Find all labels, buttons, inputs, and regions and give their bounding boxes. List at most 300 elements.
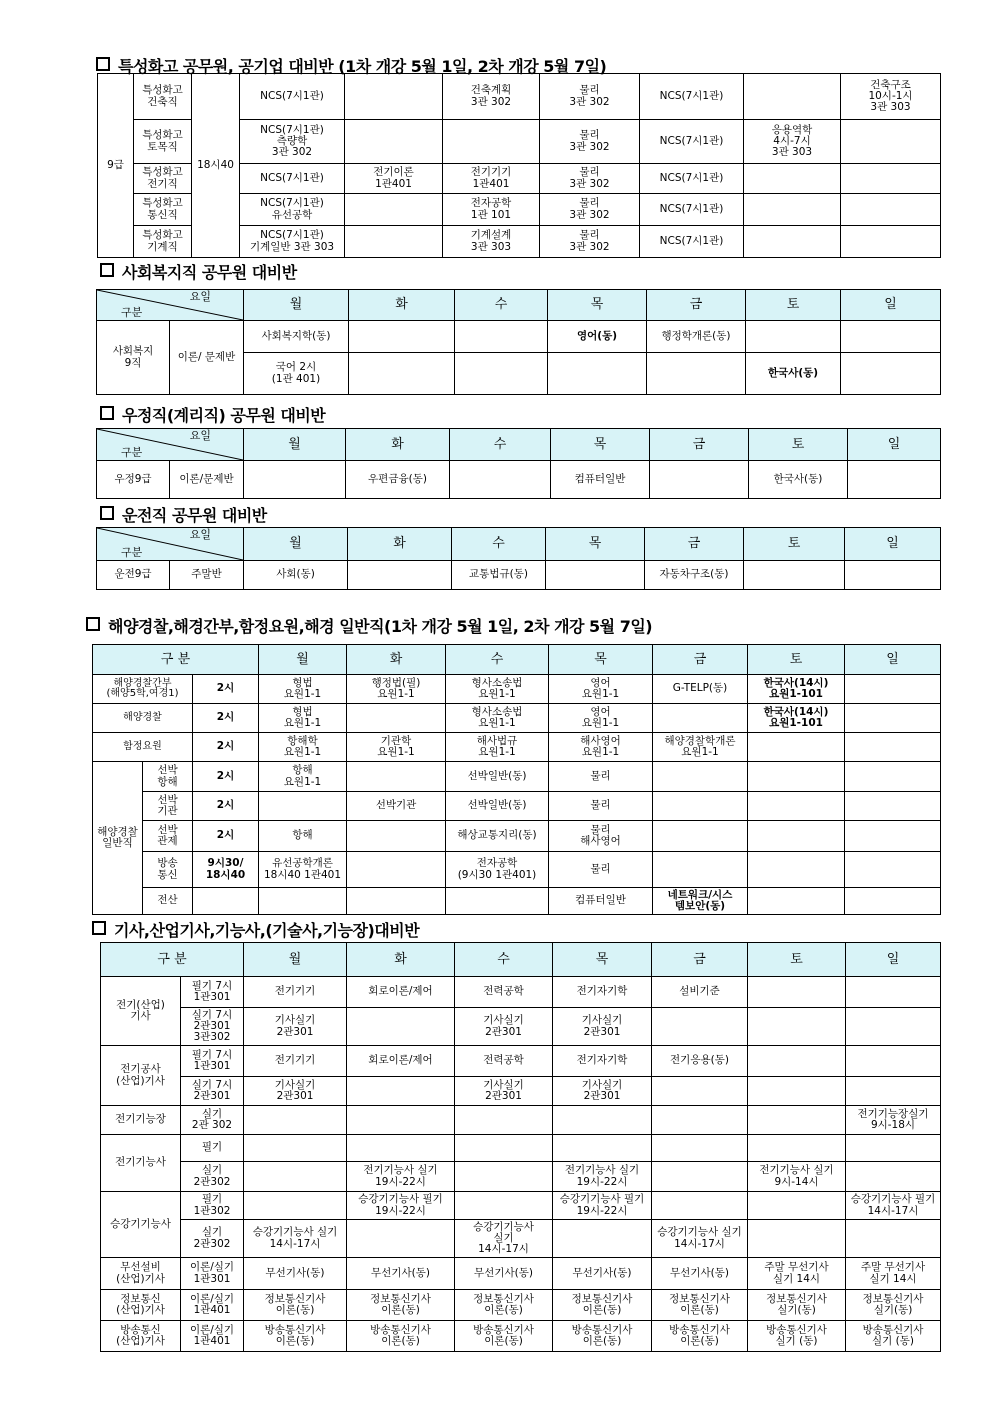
schedule-cell	[746, 321, 841, 353]
day-header: 일	[845, 528, 941, 561]
day-header: 목	[553, 943, 652, 977]
schedule-cell	[652, 1162, 748, 1192]
track-label: 전산	[143, 888, 193, 915]
group-cell: 해양경찰 일반직	[93, 762, 143, 915]
schedule-cell: 물리 3관 302	[540, 226, 640, 258]
schedule-cell: G-TELP(동)	[653, 675, 748, 704]
schedule-cell	[845, 733, 941, 762]
schedule-cell: 네트워크/시스 템보안(동)	[653, 888, 748, 915]
day-header: 일	[848, 429, 941, 461]
schedule-cell: 주말 무선기사 실기 14시	[748, 1258, 846, 1290]
schedule-cell: 교통법규(동)	[452, 561, 546, 590]
schedule-cell	[347, 821, 446, 852]
technician-table	[100, 942, 941, 1352]
schedule-cell	[553, 1106, 652, 1135]
schedule-cell: 항해학 요원1-1	[259, 733, 347, 762]
schedule-cell: 형사소송법 요원1-1	[446, 675, 549, 704]
schedule-cell	[845, 762, 941, 792]
day-header: 수	[446, 645, 549, 675]
checkbox-square-icon	[96, 57, 110, 71]
schedule-cell: NCS(7시1관) 측량학 3관 302	[240, 120, 345, 164]
schedule-cell	[653, 852, 748, 888]
sub-label: 필기 1관302	[181, 1192, 244, 1220]
schedule-cell: 국어 2시 (1관 401)	[244, 353, 349, 395]
time-cell: 9시30/ 18시40	[193, 852, 259, 888]
schedule-cell: 기사실기 2관301	[553, 1008, 652, 1046]
track-label: 전기(산업) 기사	[101, 977, 181, 1046]
sub-label: 필기	[181, 1135, 244, 1162]
schedule-cell: 항해	[259, 821, 347, 852]
schedule-cell	[841, 321, 941, 353]
schedule-cell	[259, 888, 347, 915]
schedule-cell	[345, 120, 443, 164]
schedule-cell	[347, 888, 446, 915]
day-header: 토	[746, 290, 841, 321]
schedule-cell: 정보통신기사 이론(동)	[652, 1290, 748, 1321]
schedule-cell: 형법 요원1-1	[259, 704, 347, 733]
day-header: 화	[349, 290, 455, 321]
schedule-cell	[347, 1077, 455, 1106]
table-corner-header: 요일 구분	[97, 429, 244, 461]
schedule-cell	[841, 226, 941, 258]
schedule-cell	[846, 977, 941, 1008]
schedule-cell	[455, 321, 548, 353]
day-header: 화	[348, 528, 452, 561]
schedule-cell: 우편금융(동)	[346, 461, 450, 499]
type-cell: 이론/ 문제반	[170, 321, 244, 395]
schedule-cell	[553, 1135, 652, 1162]
table-corner-header: 요일 구분	[97, 528, 244, 561]
schedule-cell: 기사실기 2관301	[244, 1008, 347, 1046]
schedule-cell: NCS(7시1관)	[640, 194, 744, 226]
day-header: 금	[652, 943, 748, 977]
schedule-cell	[244, 1162, 347, 1192]
sub-label: 필기 7시 1관301	[181, 977, 244, 1008]
day-header: 토	[744, 528, 845, 561]
schedule-cell	[748, 1192, 846, 1220]
schedule-cell	[748, 821, 845, 852]
schedule-cell	[841, 120, 941, 164]
schedule-cell: 컴퓨터일반	[551, 461, 650, 499]
time-cell: 2시	[193, 733, 259, 762]
schedule-cell	[845, 675, 941, 704]
schedule-cell	[244, 1135, 347, 1162]
track-label: 선박 기관	[143, 792, 193, 821]
track-label: 함정요원	[93, 733, 193, 762]
schedule-cell: 전기기기	[244, 1046, 347, 1077]
schedule-cell: 승강기기능사 실기 14시-17시	[244, 1220, 347, 1258]
checkbox-square-icon	[100, 406, 114, 420]
schedule-cell: 전자공학 1관 101	[443, 194, 540, 226]
schedule-cell: 응용역학 4시-7시 3관 303	[744, 120, 841, 164]
track-label: 특성화고 토목직	[134, 120, 192, 164]
schedule-cell: 전기기능사 실기 19시-22시	[347, 1162, 455, 1192]
schedule-cell: 물리 해사영어	[549, 821, 653, 852]
section-title-social-welfare: 사회복지직 공무원 대비반	[100, 260, 297, 283]
track-label: 무선설비 (산업)기사	[101, 1258, 181, 1290]
time-cell: 18시40	[192, 74, 240, 258]
schedule-cell: 기사실기 2관301	[553, 1077, 652, 1106]
schedule-cell: 회로이론/제어	[347, 977, 455, 1008]
driver-table	[96, 527, 941, 590]
sub-label: 실기 2관 302	[181, 1106, 244, 1135]
schedule-cell: 영어 요원1-1	[549, 675, 653, 704]
schedule-cell: 영어(동)	[548, 321, 647, 353]
schedule-cell	[841, 194, 941, 226]
sub-label: 이론/실기 1관401	[181, 1290, 244, 1321]
schedule-cell: 정보통신기사 이론(동)	[347, 1290, 455, 1321]
schedule-cell: 승강기기능사 실기 14시-17시	[652, 1220, 748, 1258]
schedule-cell	[652, 1135, 748, 1162]
schedule-cell: 무선기사(동)	[652, 1258, 748, 1290]
schedule-cell	[455, 1162, 553, 1192]
schedule-cell	[845, 792, 941, 821]
schedule-cell: 컴퓨터일반	[549, 888, 653, 915]
schedule-cell	[347, 1220, 455, 1258]
day-header: 월	[244, 290, 349, 321]
schedule-cell	[848, 461, 941, 499]
category-cell: 운전9급	[97, 561, 170, 590]
schedule-cell	[653, 762, 748, 792]
day-header: 수	[450, 429, 551, 461]
track-label: 해양경찰간부 (해양5학,여경1)	[93, 675, 193, 704]
time-cell	[193, 888, 259, 915]
time-cell: 2시	[193, 762, 259, 792]
schedule-cell: 유선공학개론 18시40 1관401	[259, 852, 347, 888]
schedule-cell: 해사법규 요원1-1	[446, 733, 549, 762]
schedule-cell	[349, 321, 455, 353]
schedule-cell	[748, 1220, 846, 1258]
grade-cell: 9급	[98, 74, 134, 258]
schedule-cell: 전기기능사 실기 19시-22시	[553, 1162, 652, 1192]
time-cell: 2시	[193, 675, 259, 704]
schedule-cell: NCS(7시1관) 기계일반 3관 303	[240, 226, 345, 258]
schedule-cell: 전력공학	[455, 977, 553, 1008]
day-header: 토	[748, 645, 845, 675]
schedule-cell	[553, 1220, 652, 1258]
schedule-cell: 전기응용(동)	[652, 1046, 748, 1077]
social-welfare-table	[96, 289, 941, 395]
schedule-cell	[443, 120, 540, 164]
schedule-cell	[244, 1192, 347, 1220]
schedule-cell	[244, 461, 346, 499]
track-label: 특성화고 기계직	[134, 226, 192, 258]
schedule-cell: 선박일반(동)	[446, 792, 549, 821]
schedule-cell: NCS(7시1관)	[640, 74, 744, 120]
day-header: 월	[244, 429, 346, 461]
section-title-coast-guard: 해양경찰,해경간부,함정요원,해경 일반직(1차 개강 5월 1일, 2차 개강 5월 7일)	[86, 614, 652, 637]
day-header: 목	[548, 290, 647, 321]
schedule-cell: 해사영어 요원1-1	[549, 733, 653, 762]
schedule-cell	[348, 561, 452, 590]
schedule-cell: NCS(7시1관) 유선공학	[240, 194, 345, 226]
schedule-cell: 물리 3관 302	[540, 74, 640, 120]
schedule-cell: 방송통신기사 이론(동)	[347, 1321, 455, 1352]
sub-label: 실기 2관302	[181, 1162, 244, 1192]
schedule-cell	[846, 1008, 941, 1046]
time-cell: 2시	[193, 792, 259, 821]
schedule-cell: 정보통신기사 이론(동)	[244, 1290, 347, 1321]
schedule-cell	[653, 704, 748, 733]
sub-label: 필기 7시 1관301	[181, 1046, 244, 1077]
category-cell: 사회복지 9직	[97, 321, 170, 395]
schedule-cell	[748, 888, 845, 915]
schedule-cell	[347, 762, 446, 792]
schedule-cell	[744, 194, 841, 226]
track-label: 특성화고 전기직	[134, 164, 192, 194]
day-header: 일	[845, 645, 941, 675]
type-cell: 주말반	[170, 561, 244, 590]
schedule-cell: 기사실기 2관301	[244, 1077, 347, 1106]
schedule-cell	[650, 461, 749, 499]
day-header: 금	[653, 645, 748, 675]
schedule-cell: 무선기사(동)	[244, 1258, 347, 1290]
schedule-cell: 무선기사(동)	[347, 1258, 455, 1290]
track-label: 방송통신 (산업)기사	[101, 1321, 181, 1352]
schedule-cell: 무선기사(동)	[455, 1258, 553, 1290]
schedule-cell	[744, 226, 841, 258]
schedule-cell: 기사실기 2관301	[455, 1008, 553, 1046]
schedule-cell	[748, 1008, 846, 1046]
schedule-cell	[748, 1077, 846, 1106]
day-header: 수	[455, 943, 553, 977]
schedule-cell	[846, 1077, 941, 1106]
schedule-cell	[744, 561, 845, 590]
schedule-cell	[349, 353, 455, 395]
schedule-cell: 물리 3관 302	[540, 120, 640, 164]
section-title-special-hs: 특성화고 공무원, 공기업 대비반 (1차 개강 5월 1일, 2차 개강 5월 7일)	[96, 54, 606, 77]
schedule-cell: 전자공학 (9시30 1관401)	[446, 852, 549, 888]
schedule-cell	[845, 888, 941, 915]
track-label: 선박 관제	[143, 821, 193, 852]
time-cell: 2시	[193, 821, 259, 852]
schedule-cell: 전기기기 1관401	[443, 164, 540, 194]
schedule-cell	[259, 792, 347, 821]
schedule-cell: 건축계획 3관 302	[443, 74, 540, 120]
day-header: 일	[841, 290, 941, 321]
schedule-cell	[748, 852, 845, 888]
schedule-cell: 전기기능사 실기 9시-14시	[748, 1162, 846, 1192]
schedule-cell: 물리 3관 302	[540, 164, 640, 194]
schedule-cell: 해양경찰학개론 요원1-1	[653, 733, 748, 762]
schedule-cell	[345, 226, 443, 258]
schedule-cell: 사회(동)	[244, 561, 348, 590]
schedule-cell	[846, 1046, 941, 1077]
schedule-cell	[748, 733, 845, 762]
schedule-cell: 정보통신기사 이론(동)	[455, 1290, 553, 1321]
day-header: 목	[549, 645, 653, 675]
schedule-cell: 방송통신기사 이론(동)	[244, 1321, 347, 1352]
schedule-cell: 선박기관	[347, 792, 446, 821]
schedule-cell	[244, 1106, 347, 1135]
schedule-cell: 방송통신기사 이론(동)	[553, 1321, 652, 1352]
schedule-cell: 한국사(14시) 요원1-101	[748, 675, 845, 704]
schedule-cell: 물리	[549, 762, 653, 792]
schedule-cell: 전기기능장실기 9시-18시	[846, 1106, 941, 1135]
schedule-cell: 주말 무선기사 실기 14시	[846, 1258, 941, 1290]
schedule-cell	[345, 74, 443, 120]
schedule-cell: 전력공학	[455, 1046, 553, 1077]
schedule-cell: 기사실기 2관301	[455, 1077, 553, 1106]
schedule-cell: 선박일반(동)	[446, 762, 549, 792]
day-header: 수	[455, 290, 548, 321]
schedule-cell	[455, 1106, 553, 1135]
schedule-cell: 항해 요원1-1	[259, 762, 347, 792]
schedule-cell: 방송통신기사 실기 (동)	[846, 1321, 941, 1352]
type-cell: 이론/문제반	[170, 461, 244, 499]
track-label: 방송 통신	[143, 852, 193, 888]
schedule-cell: 형법 요원1-1	[259, 675, 347, 704]
schedule-cell: 승강기기능사 필기 19시-22시	[347, 1192, 455, 1220]
schedule-cell	[455, 353, 548, 395]
day-header: 월	[259, 645, 347, 675]
checkbox-square-icon	[100, 506, 114, 520]
sub-label: 실기 2관302	[181, 1220, 244, 1258]
schedule-cell	[845, 704, 941, 733]
schedule-cell	[455, 1135, 553, 1162]
schedule-cell: 물리	[549, 852, 653, 888]
schedule-cell	[748, 792, 845, 821]
schedule-cell	[347, 704, 446, 733]
day-header: 화	[347, 943, 455, 977]
sub-label: 실기 7시 2관301	[181, 1077, 244, 1106]
schedule-cell: 기계설계 3관 303	[443, 226, 540, 258]
day-header: 목	[546, 528, 645, 561]
schedule-cell	[652, 1192, 748, 1220]
sub-label: 이론/실기 1관401	[181, 1321, 244, 1352]
track-label: 특성화고 건축직	[134, 74, 192, 120]
category-cell: 우정9급	[97, 461, 170, 499]
schedule-cell	[446, 888, 549, 915]
coast-guard-table	[92, 644, 941, 915]
schedule-cell	[347, 1106, 455, 1135]
schedule-cell: 설비기준	[652, 977, 748, 1008]
schedule-cell	[546, 561, 645, 590]
schedule-cell	[846, 1162, 941, 1192]
track-label: 전기기능장	[101, 1106, 181, 1135]
schedule-cell: 전기기기	[244, 977, 347, 1008]
schedule-cell	[846, 1220, 941, 1258]
schedule-cell	[744, 164, 841, 194]
day-header: 일	[846, 943, 941, 977]
schedule-cell	[748, 1106, 846, 1135]
schedule-cell: 승강기기능사 실기 14시-17시	[455, 1220, 553, 1258]
schedule-cell	[653, 821, 748, 852]
section-title-technician: 기사,산업기사,기능사,(기술사,기능장)대비반	[92, 918, 419, 941]
schedule-cell	[748, 977, 846, 1008]
schedule-cell: 형사소송법 요원1-1	[446, 704, 549, 733]
schedule-cell: 승강기기능사 필기 14시-17시	[846, 1192, 941, 1220]
day-header: 화	[347, 645, 446, 675]
schedule-cell	[744, 74, 841, 120]
day-header: 금	[645, 528, 744, 561]
schedule-cell: 승강기기능사 필기 19시-22시	[553, 1192, 652, 1220]
checkbox-square-icon	[100, 263, 114, 277]
schedule-cell	[845, 561, 941, 590]
schedule-cell: NCS(7시1관)	[640, 164, 744, 194]
day-header: 수	[452, 528, 546, 561]
schedule-cell: 해상교통지리(동)	[446, 821, 549, 852]
schedule-cell	[652, 1077, 748, 1106]
schedule-cell	[841, 353, 941, 395]
schedule-cell: 전기자기학	[553, 977, 652, 1008]
schedule-cell: 행정법(필) 요원1-1	[347, 675, 446, 704]
sub-label: 이론/실기 1관301	[181, 1258, 244, 1290]
day-header: 토	[749, 429, 848, 461]
schedule-cell: NCS(7시1관)	[240, 74, 345, 120]
schedule-cell	[647, 353, 746, 395]
day-header: 금	[650, 429, 749, 461]
schedule-cell: 건축구조 10시-1시 3관 303	[841, 74, 941, 120]
track-label: 특성화고 통신직	[134, 194, 192, 226]
schedule-cell	[652, 1008, 748, 1046]
schedule-cell: 물리 3관 302	[540, 194, 640, 226]
day-header: 화	[346, 429, 450, 461]
schedule-cell	[347, 852, 446, 888]
day-header: 월	[244, 528, 348, 561]
checkbox-square-icon	[86, 617, 100, 631]
schedule-cell: 기관학 요원1-1	[347, 733, 446, 762]
schedule-cell	[846, 1135, 941, 1162]
schedule-cell: 방송통신기사 실기 (동)	[748, 1321, 846, 1352]
schedule-cell: 정보통신기사 실기(동)	[846, 1290, 941, 1321]
schedule-cell: 방송통신기사 이론(동)	[652, 1321, 748, 1352]
track-label: 전기기능사	[101, 1135, 181, 1192]
track-label: 선박 항해	[143, 762, 193, 792]
schedule-cell	[347, 1008, 455, 1046]
schedule-cell	[455, 1192, 553, 1220]
section-title-driver: 운전직 공무원 대비반	[100, 503, 267, 526]
schedule-cell	[548, 353, 647, 395]
schedule-cell: 무선기사(동)	[553, 1258, 652, 1290]
checkbox-square-icon	[92, 921, 106, 935]
schedule-cell	[845, 821, 941, 852]
day-header: 금	[647, 290, 746, 321]
table-corner-header: 요일 구분	[97, 290, 244, 321]
schedule-cell: NCS(7시1관)	[640, 120, 744, 164]
schedule-cell: 영어 요원1-1	[549, 704, 653, 733]
schedule-cell: 자동차구조(동)	[645, 561, 744, 590]
postal-table	[96, 428, 941, 499]
schedule-cell: 전기이론 1관401	[345, 164, 443, 194]
schedule-cell: 정보통신기사 이론(동)	[553, 1290, 652, 1321]
schedule-cell	[748, 762, 845, 792]
schedule-cell: 행정학개론(동)	[647, 321, 746, 353]
schedule-cell: 회로이론/제어	[347, 1046, 455, 1077]
track-label: 전기공사 (산업)기사	[101, 1046, 181, 1106]
day-header: 토	[748, 943, 846, 977]
day-header: 목	[551, 429, 650, 461]
time-cell: 2시	[193, 704, 259, 733]
schedule-cell	[845, 852, 941, 888]
schedule-cell	[652, 1106, 748, 1135]
schedule-cell: 한국사(동)	[746, 353, 841, 395]
schedule-cell	[748, 1135, 846, 1162]
gubun-header: 구 분	[101, 943, 244, 977]
schedule-cell	[450, 461, 551, 499]
schedule-cell	[347, 1135, 455, 1162]
track-label: 해양경찰	[93, 704, 193, 733]
gubun-header: 구 분	[93, 645, 259, 675]
section-title-postal: 우정직(계리직) 공무원 대비반	[100, 403, 325, 426]
schedule-cell	[345, 194, 443, 226]
schedule-cell: 한국사(14시) 요원1-101	[748, 704, 845, 733]
schedule-cell: NCS(7시1관)	[640, 226, 744, 258]
special-hs-table	[97, 73, 941, 258]
track-label: 승강기기능사	[101, 1192, 181, 1258]
schedule-cell: 사회복지학(동)	[244, 321, 349, 353]
day-header: 월	[244, 943, 347, 977]
